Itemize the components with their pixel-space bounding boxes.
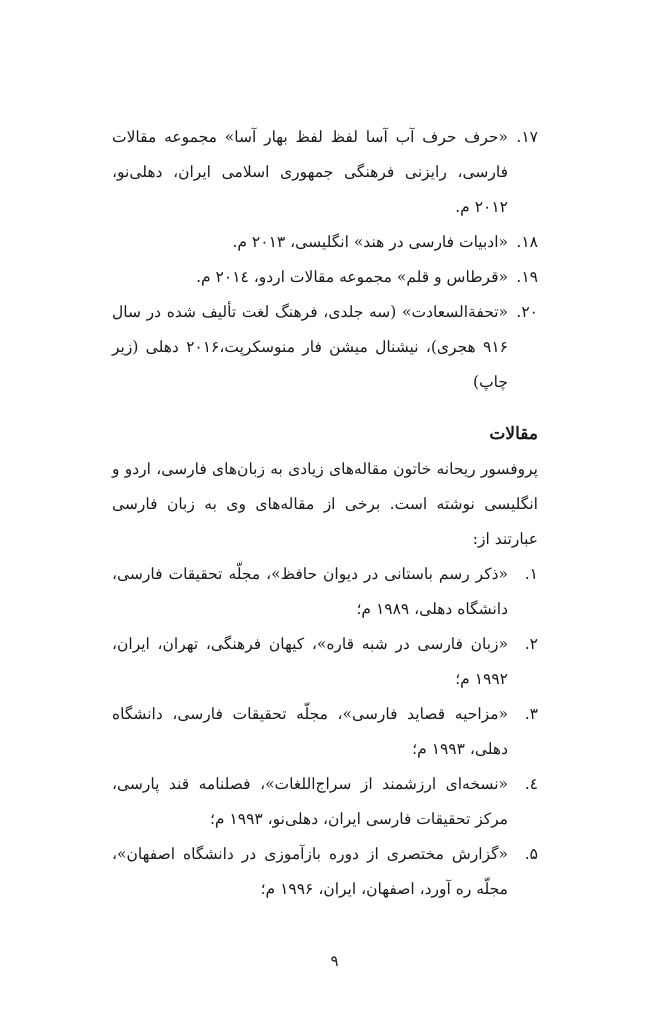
item-number: ۳. (524, 705, 538, 723)
section-heading: مقالات (489, 424, 538, 444)
item-number: ۱۹. (516, 268, 538, 286)
item-text: «تحفةالسعادت» (سه جلدی، فرهنگ لغت تألیف شده در سال ۹۱۶ هجری)، نیشنال میشن فار منوسکرپت،۲۰۱۶ دهلی (زیر چاپ) (112, 303, 508, 391)
item-text: «حرف حرف آب آسا لفظ لفظ بهار آسا» مجموعه مقالات فارسی، رایزنی فرهنگی جمهوری اسلامی ایران، دهلی‌نو، ۲۰۱۲ م. (112, 128, 508, 216)
item-text: «ذکر رسم باستانی در دیوان حافظ»، مجلّه تحقیقات فارسی، دانشگاه دهلی، ۱۹۸۹ م؛ (112, 565, 508, 618)
list-item (112, 120, 538, 225)
intro-paragraph: پروفسور ریحانه خاتون مقاله‌های زیادی به زبان‌های فارسی، اردو و انگلیسی نوشته است. برخی از مقاله‌های وی به زبان فارسی عبارتند از: (112, 460, 538, 548)
item-number: ۱۷. (516, 128, 538, 146)
list-item (112, 225, 538, 260)
item-number: ۲۰. (516, 303, 538, 321)
item-number: ۵. (524, 845, 538, 863)
item-number: ٤. (524, 775, 538, 793)
item-number: ۲. (524, 635, 538, 653)
list-item (112, 557, 538, 627)
list-item (112, 627, 538, 697)
page-content (112, 120, 538, 907)
item-number: ۱. (524, 565, 538, 583)
item-text: «مزاحیه قصاید فارسی»، مجلّه تحقیقات فارسی، دانشگاه دهلی، ۱۹۹۳ م؛ (112, 705, 508, 758)
list-item (112, 697, 538, 767)
list-item (112, 260, 538, 295)
list-item (112, 837, 538, 907)
item-text: «گزارش مختصری از دوره بازآموزی در دانشگاه اصفهان»، مجلّه ره آورد، اصفهان، ایران، ۱۹۹۶ م؛ (112, 845, 508, 898)
item-text: «قرطاس و قلم» مجموعه مقالات اردو، ۲۰۱٤ م. (196, 268, 508, 286)
item-text: «زبان فارسی در شبه قاره»، کیهان فرهنگی، تهران، ایران، ۱۹۹۲ م؛ (112, 635, 508, 688)
item-number: ۱۸. (516, 233, 538, 251)
list-item (112, 295, 538, 400)
books-list (112, 120, 538, 400)
item-text: «ادبیات فارسی در هند» انگلیسی، ۲۰۱۳ م. (232, 233, 508, 251)
articles-list (112, 557, 538, 907)
page-number: ۹ (330, 952, 339, 970)
list-item (112, 767, 538, 837)
item-text: «نسخه‌ای ارزشمند از سراج‌اللغات»، فصلنامه قند پارسی، مرکز تحقیقات فارسی ایران، دهلی‌نو، ۱۹۹۳ م؛ (112, 775, 508, 828)
